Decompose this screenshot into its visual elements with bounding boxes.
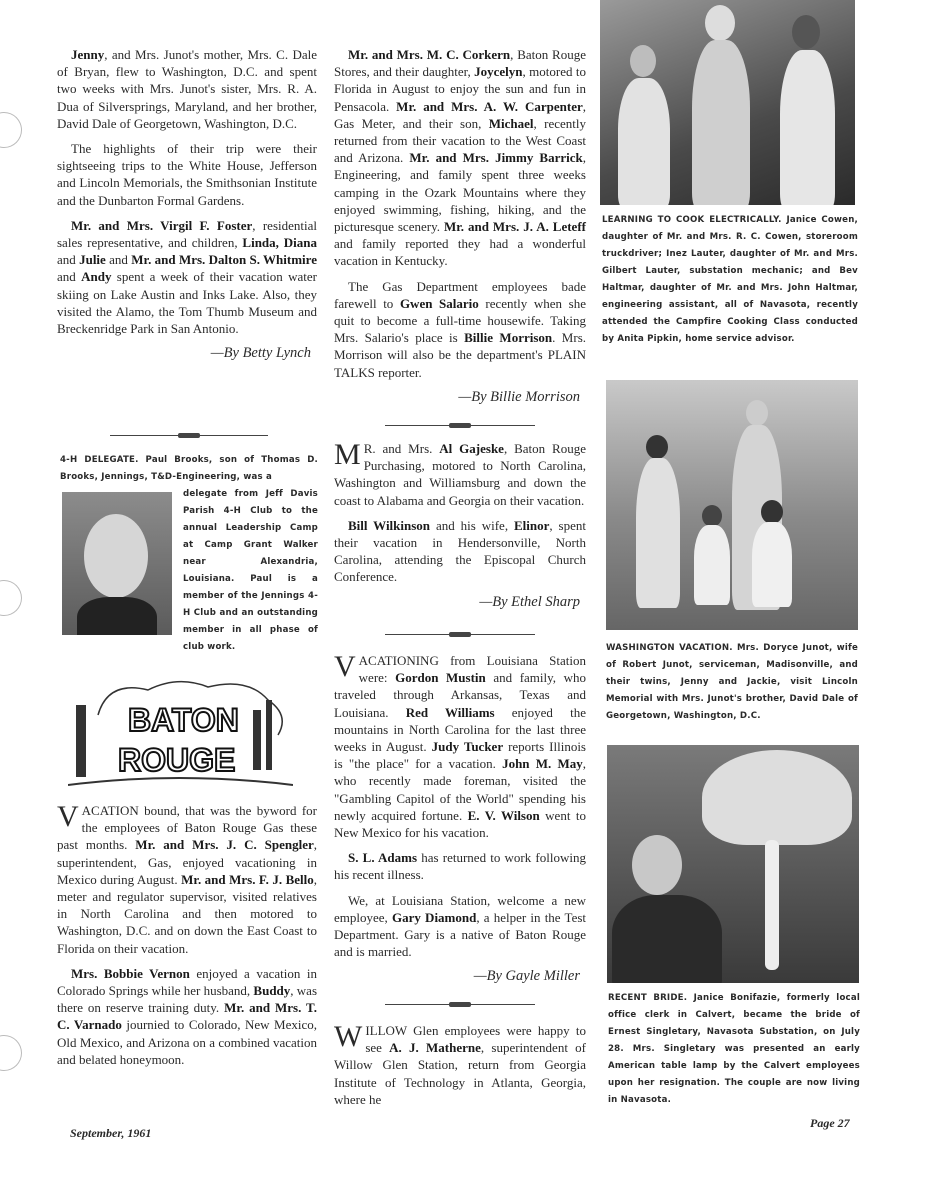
photo-paul-brooks (62, 492, 172, 635)
person-name: Billie Morrison (464, 330, 553, 346)
text-run: , a helper in the Test Department. Gary is a native of Baton Rouge and is married. (334, 909, 587, 960)
paragraph (57, 217, 317, 337)
article-purchasing (334, 440, 586, 611)
paragraph (334, 46, 586, 270)
logo-text: ROUGE (118, 742, 236, 778)
logo-text: BATON (128, 702, 239, 738)
person-name: Mr. and Mrs. Dalton S. Whitmire (131, 252, 317, 268)
person-name: Linda, Diana (242, 235, 317, 251)
binder-hole (0, 1035, 22, 1071)
caption-text: Mrs. Doryce Junot, wife of Robert Junot, serviceman, Madisonville, and their twins, Jenny and Jackie, visit Lincoln Memorial with Mrs. Junot's brother, David Dale of Georgetown, Washington, D.C. (606, 643, 858, 721)
drop-cap: V (334, 650, 356, 683)
article-willow-glen (334, 1022, 586, 1116)
caption-text: Paul Brooks, son of Thomas D. Brooks, Jennings, T&D-Engineering, was a (60, 455, 318, 482)
byline: —By Ethel Sharp (479, 593, 580, 610)
paragraph (334, 892, 586, 961)
person-name: S. L. Adams (348, 850, 418, 866)
person-name: Mr. and Mrs. F. J. Bello (181, 871, 314, 887)
paragraph (334, 652, 586, 841)
person-name: John M. May (502, 756, 583, 772)
person-name: Al Gajeske (439, 441, 504, 456)
person-name: A. J. Matherne (389, 1040, 481, 1056)
article-louisiana-station (334, 652, 586, 985)
text-run: , who recently made foreman, visited the "Gambling Capitol of the World" spending his newly acquired fortune. (334, 756, 586, 823)
drop-cap: M (334, 438, 361, 471)
person-name: Gary Diamond (391, 909, 477, 925)
divider (110, 435, 268, 436)
paragraph (334, 440, 586, 509)
person-name: Elinor (513, 517, 550, 533)
text-run: has returned to work following his recent illness. (334, 850, 586, 883)
photo-washington-vacation (606, 380, 858, 630)
article-gas-department (334, 46, 586, 406)
divider (385, 425, 535, 426)
caption-washington-vacation (606, 640, 858, 725)
caption-heading: RECENT BRIDE. (608, 993, 688, 1003)
person-name: Mrs. Bobbie Vernon (71, 965, 190, 981)
divider (385, 1004, 535, 1005)
text-run: and family, who traveled through Arkansas, Texas and Louisiana. (334, 670, 587, 720)
text-run: , superintendent, Gas, enjoyed vacationing in Mexico during August. (57, 837, 317, 887)
text-run: , was there on reserve training duty. (57, 983, 318, 1016)
text-run: ACATIONING from Louisiana Station were: (358, 653, 586, 686)
text-run: , residential sales representative, and children, (57, 217, 317, 251)
person-name: Buddy (253, 983, 291, 999)
paragraph (334, 278, 586, 381)
paragraph (57, 802, 317, 957)
photo-caption-4h (60, 452, 318, 486)
caption-text: Janice Bonifazie, formerly local office clerk in Calvert, became the bride of Ernest Singletary, Navasota Substation, on July 28. Mrs. Singletary was presented an early American table lamp by the Calvert employees upon her resignation. The couple are now living in Navasota. (608, 993, 860, 1105)
text-run: and (105, 252, 132, 268)
text-run: R. and Mrs. (363, 441, 440, 456)
person-name: Mr. and Mrs. A. W. Carpenter (396, 98, 583, 114)
person-name: Mr. and Mrs. Virgil F. Foster (71, 217, 253, 233)
caption-heading: 4-H DELEGATE. (60, 455, 139, 465)
text-run: enjoyed a vacation in Colorado Springs while her husband, (57, 965, 317, 999)
caption-heading: WASHINGTON VACATION. (606, 643, 733, 653)
photo-recent-bride (607, 745, 859, 983)
text-run: ACATION bound, that was the byword for the employees of Baton Rouge Gas these past months. (57, 803, 317, 853)
text-run: and (57, 252, 80, 268)
caption-text: Janice Cowen, daughter of Mr. and Mrs. R. C. Cowen, storeroom truckdriver; Inez Lauter, daughter of Mr. and Mrs. Gilbert Lauter, substation mechanic; and Bev Haltmar, daughter of Mr. and Mrs. John Haltmar, engineering assistant, all of Navasota, recently attended the Campfire Cooking Class conducted by Anita Pipkin, home service advisor. (602, 215, 858, 344)
text-run: , Baton Rouge Purchasing, motored to North Carolina, Washington and Williamsburg and down the coast to Alabama and Georgia on their vacation. (334, 441, 586, 508)
caption-recent-bride (608, 990, 860, 1109)
binder-hole (0, 112, 22, 148)
text-run: , motored to Florida in August to enjoy the sun and fun in Pensacola. (334, 64, 587, 114)
text-run: . Mrs. Morrison will also be the department's PLAIN TALKS reporter. (334, 330, 587, 380)
person-name: Judy Tucker (431, 739, 504, 755)
person-name: Mr. and Mrs. J. A. Leteff (443, 219, 586, 235)
text-run: , meter and regulator supervisor, visited relatives in North Carolina and then motored to Washington, D.C. and on down the East Coast to Florida on their vacation. (57, 871, 317, 956)
text-run: We, at Louisiana Station, welcome a new employee, (334, 892, 586, 925)
paragraph (334, 849, 586, 883)
text-run: enjoyed the mountains in North Carolina for the last three weeks in August. (334, 704, 586, 755)
text-run: reports Illinois is "the place" for a vacation. (334, 739, 586, 772)
divider (385, 634, 535, 635)
person-name: Mr. and Mrs. J. C. Spengler (135, 837, 314, 853)
text-run: , recently returned from their vacation to the West Coast and Arizona. (334, 115, 586, 166)
text-run: and (57, 269, 82, 285)
text-run: , superintendent of Willow Glen Station, return from Georgia Institute of Technology in Atlanta, Georgia, where he (334, 1040, 586, 1107)
footer-page-number: Page 27 (810, 1116, 850, 1130)
text-run: The Gas Department employees bade farewell to (334, 278, 586, 311)
person-name: Julie (79, 252, 106, 268)
paragraph (334, 517, 586, 586)
person-name: Michael (488, 115, 534, 131)
person-name: E. V. Wilson (467, 807, 540, 823)
text-run: recently when she quit to become a full-time housewife. Taking Mrs. Salario's place is (334, 295, 586, 346)
text-run: journied to Colorado, New Mexico, Old Mexico, and Arizona on a combined vacation and belated honeymoon. (57, 1017, 317, 1067)
person-name: Andy (81, 269, 112, 285)
person-name: Jenny (71, 47, 105, 62)
footer-date: September, 1961 (70, 1126, 152, 1140)
person-name: Gordon Mustin (395, 670, 486, 686)
person-name: Bill Wilkinson (348, 517, 431, 533)
text-run: , Baton Rouge Stores, and their daughter, (334, 47, 586, 80)
article-foster (57, 46, 317, 362)
person-name: Gwen Salario (399, 295, 479, 311)
baton-rouge-logo (68, 675, 293, 793)
paragraph (57, 965, 317, 1068)
byline: —By Betty Lynch (210, 345, 311, 362)
person-name: Joycelyn (474, 64, 523, 80)
paragraph (57, 140, 317, 209)
text-run: ILLOW Glen employees were happy to see (365, 1023, 586, 1056)
article-baton-rouge-gas (57, 802, 317, 1076)
caption-text: delegate from Jeff Davis Parish 4-H Club to the annual Leadership Camp at Camp Grant Walker near Alexandria, Louisiana. Paul is a member of the Jennings 4-H Club and an outstanding member in all phase of club work. (183, 489, 318, 652)
text-run: spent a week of their vacation water skiing on Lake Austin and Inks Lake. Also, they visited the Alamo, the Tom Thumb Museum and Breckenridge Park in San Antonio. (57, 269, 317, 337)
text-run: , and Mrs. Junot's mother, Mrs. C. Dale of Bryan, flew to Washington, D.C. and spent two weeks with Mrs. Junot's sister, Mrs. R. A. Dua of Silversprings, Maryland, and her brother, David Dale of Georgetown, Washington, D.C. (57, 47, 317, 131)
text-run: and his wife, (430, 517, 514, 533)
drop-cap: W (334, 1020, 363, 1053)
paragraph (57, 46, 317, 132)
person-name: Mr. and Mrs. M. C. Corkern (348, 47, 511, 62)
photo-cooking-class (600, 0, 855, 205)
byline: —By Gayle Miller (473, 968, 580, 985)
text-run: , Gas Meter, and their son, (334, 98, 587, 131)
drop-cap: V (57, 800, 79, 833)
binder-hole (0, 580, 22, 616)
person-name: Red Williams (405, 704, 495, 720)
byline: —By Billie Morrison (458, 388, 580, 405)
paragraph (334, 1022, 586, 1108)
text-run: and family reported they had a wonderful vacation in Kentucky. (334, 236, 586, 269)
person-name: Mr. and Mrs. Jimmy Barrick (409, 150, 583, 166)
text-run: , Engineering, and family spent three weeks camping in the Ozark Mountains where they enjoyed swimming, fishing, hiking, and the picturesque scenery. (334, 150, 587, 235)
caption-cooking-class (602, 212, 858, 348)
person-name: Mr. and Mrs. T. C. Varnado (57, 1000, 317, 1033)
text-run: went to New Mexico for his vacation. (334, 807, 586, 841)
text-run: The highlights of their trip were their sightseeing trips to the White House, Jefferson and Lincoln Memorials, the Smithsonian Institute and the Dunbarton Formal Gardens. (57, 141, 317, 208)
caption-heading: LEARNING TO COOK ELECTRICALLY. (602, 215, 782, 225)
text-run: , spent their vacation in Hendersonville, North Carolina, attending the Episcopal Church Conference. (334, 517, 586, 585)
